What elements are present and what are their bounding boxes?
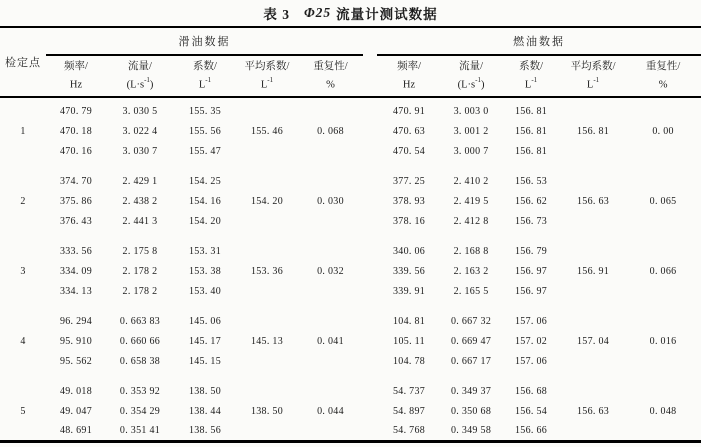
flow-value: 0. 663 83 — [119, 315, 161, 327]
flow-value: 2. 178 2 — [122, 285, 158, 297]
rep-value: 0. 068 — [317, 125, 344, 137]
col-header-frequency-fuel: 频率/ Hz — [397, 61, 421, 91]
coef-value: 138. 50 — [188, 385, 222, 397]
flow-value: 3. 003 0 — [453, 105, 489, 117]
avg-value — [561, 381, 625, 401]
coef-value: 156. 66 — [514, 424, 548, 436]
avg-value: 145. 13 — [250, 335, 284, 347]
coef-value: 156. 97 — [514, 285, 548, 297]
freq-value: 470. 79 — [59, 105, 93, 117]
coef-value: 138. 44 — [188, 405, 222, 417]
avg-value — [236, 211, 298, 231]
avg-value — [561, 281, 625, 301]
table-row — [0, 171, 701, 191]
freq-value: 470. 16 — [59, 145, 93, 157]
coef-value: 155. 47 — [188, 145, 222, 157]
rep-value — [298, 281, 363, 301]
freq-value: 378. 16 — [392, 215, 426, 227]
point-id — [0, 381, 46, 401]
avg-value — [561, 141, 625, 161]
flow-value: 0. 667 17 — [450, 355, 492, 367]
group-gap — [363, 241, 377, 261]
group-gap — [363, 421, 377, 441]
flow-value: 0. 350 68 — [450, 405, 492, 417]
avg-value: 156. 81 — [576, 125, 610, 137]
flowmeter-model: Φ25 — [303, 5, 332, 20]
table-row — [0, 401, 701, 421]
freq-value: 470. 54 — [392, 145, 426, 157]
avg-value — [561, 351, 625, 371]
freq-value: 49. 018 — [59, 385, 93, 397]
coef-value: 138. 56 — [188, 424, 222, 436]
coef-value: 153. 40 — [188, 285, 222, 297]
col-header-repeatability-lube: 重复性/ % — [313, 61, 348, 91]
coef-value: 156. 81 — [514, 145, 548, 157]
col-header-frequency-lube: 频率/ Hz — [64, 61, 88, 91]
freq-value: 339. 91 — [392, 285, 426, 297]
group-gap — [363, 171, 377, 191]
rep-value — [625, 101, 701, 121]
freq-value: 375. 86 — [59, 195, 93, 207]
rep-value — [625, 241, 701, 261]
rep-value: 0. 016 — [649, 335, 677, 347]
flow-value: 2. 438 2 — [122, 195, 158, 207]
rep-value: 0. 030 — [317, 195, 344, 207]
coef-value: 157. 06 — [514, 355, 548, 367]
group-gap — [363, 211, 377, 231]
flow-value: 2. 429 1 — [122, 175, 158, 187]
coef-value: 154. 16 — [188, 195, 222, 207]
table-title-text: 流量计测试数据 — [336, 7, 438, 22]
coef-value: 156. 73 — [514, 215, 548, 227]
freq-value: 49. 047 — [59, 405, 93, 417]
flow-value: 2. 412 8 — [453, 215, 489, 227]
rep-value — [298, 421, 363, 441]
coef-value: 157. 02 — [514, 335, 548, 347]
table-row — [0, 281, 701, 301]
avg-value — [236, 141, 298, 161]
flow-value: 3. 030 5 — [122, 105, 158, 117]
avg-value — [561, 171, 625, 191]
coef-value: 156. 97 — [514, 265, 548, 277]
table-row — [0, 421, 701, 441]
col-header-avg-coefficient-lube: 平均系数/ $L^{-1}$ — [244, 61, 290, 91]
rep-value — [625, 141, 701, 161]
avg-value: 157. 04 — [576, 335, 610, 347]
flow-value: 0. 658 38 — [119, 355, 161, 367]
rep-value — [298, 141, 363, 161]
group-gap — [363, 261, 377, 281]
coef-value: 156. 68 — [514, 385, 548, 397]
rep-value: 0. 065 — [649, 195, 677, 207]
rep-value — [298, 171, 363, 191]
avg-value — [561, 211, 625, 231]
coef-value: 156. 79 — [514, 245, 548, 257]
group-gap — [363, 401, 377, 421]
table-row — [0, 191, 701, 211]
table-row — [0, 311, 701, 331]
spacer — [0, 301, 701, 311]
coef-value: 145. 15 — [188, 355, 222, 367]
flow-value: 2. 163 2 — [453, 265, 489, 277]
table-row — [0, 211, 701, 231]
point-id — [0, 421, 46, 441]
freq-value: 48. 691 — [59, 424, 93, 436]
rep-value — [625, 351, 701, 371]
flow-value: 3. 000 7 — [453, 145, 489, 157]
col-header-coefficient-fuel: 系数/ $L^{-1}$ — [519, 61, 543, 91]
freq-value: 54. 897 — [392, 405, 426, 417]
coef-value: 154. 25 — [188, 175, 222, 187]
table-row — [0, 351, 701, 371]
coef-value: 156. 53 — [514, 175, 548, 187]
coef-value: 156. 62 — [514, 195, 548, 207]
flow-value: 2. 178 2 — [122, 265, 158, 277]
avg-value — [236, 311, 298, 331]
avg-value — [236, 101, 298, 121]
avg-value: 156. 63 — [576, 405, 610, 417]
flow-value: 0. 669 47 — [450, 335, 492, 347]
avg-value: 156. 91 — [576, 265, 610, 277]
avg-value — [561, 101, 625, 121]
coef-value: 145. 06 — [188, 315, 222, 327]
flow-value: 2. 168 8 — [453, 245, 489, 257]
table-row — [0, 241, 701, 261]
avg-value: 156. 63 — [576, 195, 610, 207]
group-gap — [363, 331, 377, 351]
point-id — [0, 211, 46, 231]
table-row — [0, 261, 701, 281]
coef-value: 153. 38 — [188, 265, 222, 277]
rep-value — [298, 101, 363, 121]
rep-value: 0. 032 — [317, 265, 344, 277]
group-gap — [363, 311, 377, 331]
rep-value — [625, 421, 701, 441]
group-gap — [363, 121, 377, 141]
avg-value — [561, 421, 625, 441]
freq-value: 54. 768 — [392, 424, 426, 436]
coef-value: 145. 17 — [188, 335, 222, 347]
rep-value — [625, 381, 701, 401]
avg-value: 155. 46 — [250, 125, 284, 137]
freq-value: 378. 93 — [392, 195, 426, 207]
rep-value: 0. 044 — [317, 405, 344, 417]
test-data-table — [0, 26, 701, 443]
rep-value — [298, 311, 363, 331]
avg-value — [561, 241, 625, 261]
flow-value: 3. 001 2 — [453, 125, 489, 137]
freq-value: 96. 294 — [59, 315, 93, 327]
table-row — [0, 331, 701, 351]
group-gap — [363, 27, 377, 97]
flow-value: 2. 441 3 — [122, 215, 158, 227]
flow-value: 2. 419 5 — [453, 195, 489, 207]
spacer — [0, 371, 701, 381]
rep-value — [625, 281, 701, 301]
flow-value: 3. 022 4 — [122, 125, 158, 137]
rep-value — [625, 171, 701, 191]
rep-value — [625, 311, 701, 331]
group-gap — [363, 381, 377, 401]
freq-value: 104. 78 — [392, 355, 426, 367]
rep-value: 0. 048 — [649, 405, 677, 417]
avg-value — [236, 421, 298, 441]
coef-value: 155. 56 — [188, 125, 222, 137]
flow-value: 0. 351 41 — [119, 424, 161, 436]
freq-value: 334. 13 — [59, 285, 93, 297]
coef-value: 156. 81 — [514, 105, 548, 117]
flow-value: 2. 165 5 — [453, 285, 489, 297]
avg-value — [236, 281, 298, 301]
flow-value: 3. 030 7 — [122, 145, 158, 157]
rep-value: 0. 00 — [652, 125, 674, 137]
freq-value: 470. 18 — [59, 125, 93, 137]
avg-value: 153. 36 — [250, 265, 284, 277]
col-header-flow-lube: 流量/ $(L\cdot s^{-1})$ — [126, 61, 154, 91]
coef-value: 156. 54 — [514, 405, 548, 417]
rep-value: 0. 041 — [317, 335, 344, 347]
group-gap — [363, 191, 377, 211]
rep-value — [625, 211, 701, 231]
freq-value: 376. 43 — [59, 215, 93, 227]
freq-value: 334. 09 — [59, 265, 93, 277]
table-row — [0, 121, 701, 141]
freq-value: 95. 562 — [59, 355, 93, 367]
group-gap — [363, 281, 377, 301]
coef-value: 156. 81 — [514, 125, 548, 137]
corner-header: 检定点 — [5, 57, 41, 69]
flow-value: 2. 175 8 — [122, 245, 158, 257]
group-header-fuel-oil: 燃油数据 — [377, 27, 701, 55]
point-id — [0, 281, 46, 301]
coef-value: 153. 31 — [188, 245, 222, 257]
col-header-repeatability-fuel: 重复性/ % — [645, 61, 681, 91]
point-id: 3 — [20, 265, 26, 277]
group-gap — [363, 351, 377, 371]
table-row — [0, 381, 701, 401]
freq-value: 333. 56 — [59, 245, 93, 257]
flow-value: 0. 349 58 — [450, 424, 492, 436]
group-gap — [363, 141, 377, 161]
flow-value: 0. 349 37 — [450, 385, 492, 397]
freq-value: 339. 56 — [392, 265, 426, 277]
point-id — [0, 351, 46, 371]
freq-value: 470. 63 — [392, 125, 426, 137]
coef-value: 155. 35 — [188, 105, 222, 117]
spacer — [0, 231, 701, 241]
table-number: 表 3 — [263, 7, 290, 22]
table-row — [0, 101, 701, 121]
avg-value — [236, 381, 298, 401]
point-id: 4 — [20, 335, 26, 347]
avg-value — [236, 171, 298, 191]
avg-value — [561, 311, 625, 331]
group-gap — [363, 101, 377, 121]
col-header-avg-coefficient-fuel: 平均系数/ $L^{-1}$ — [570, 61, 616, 91]
freq-value: 95. 910 — [59, 335, 93, 347]
point-id — [0, 241, 46, 261]
point-id — [0, 141, 46, 161]
rep-value: 0. 066 — [649, 265, 677, 277]
rep-value — [298, 381, 363, 401]
point-id: 1 — [20, 125, 26, 137]
avg-value — [236, 351, 298, 371]
flow-value: 0. 353 92 — [119, 385, 161, 397]
flow-value: 0. 354 29 — [119, 405, 161, 417]
flow-value: 0. 660 66 — [119, 335, 161, 347]
rep-value — [298, 241, 363, 261]
point-id — [0, 311, 46, 331]
point-id — [0, 171, 46, 191]
table-row — [0, 141, 701, 161]
coef-value: 154. 20 — [188, 215, 222, 227]
freq-value: 105. 11 — [393, 335, 425, 347]
coef-value: 157. 06 — [514, 315, 548, 327]
table-title — [0, 0, 701, 26]
freq-value: 104. 81 — [392, 315, 426, 327]
freq-value: 54. 737 — [392, 385, 426, 397]
rep-value — [298, 351, 363, 371]
avg-value: 138. 50 — [250, 405, 284, 417]
freq-value: 374. 70 — [59, 175, 93, 187]
spacer — [0, 161, 701, 171]
rep-value — [298, 211, 363, 231]
col-header-flow-fuel: 流量/ $(L\cdot s^{-1})$ — [457, 61, 485, 91]
group-header-lube-oil: 滑油数据 — [46, 27, 363, 55]
avg-value — [236, 241, 298, 261]
point-id: 2 — [20, 195, 26, 207]
freq-value: 470. 91 — [392, 105, 426, 117]
freq-value: 340. 06 — [392, 245, 426, 257]
avg-value: 154. 20 — [250, 195, 284, 207]
point-id — [0, 101, 46, 121]
flow-value: 2. 410 2 — [453, 175, 489, 187]
point-id: 5 — [20, 405, 26, 417]
flow-value: 0. 667 32 — [450, 315, 492, 327]
freq-value: 377. 25 — [392, 175, 426, 187]
col-header-coefficient-lube: 系数/ $L^{-1}$ — [193, 61, 217, 91]
